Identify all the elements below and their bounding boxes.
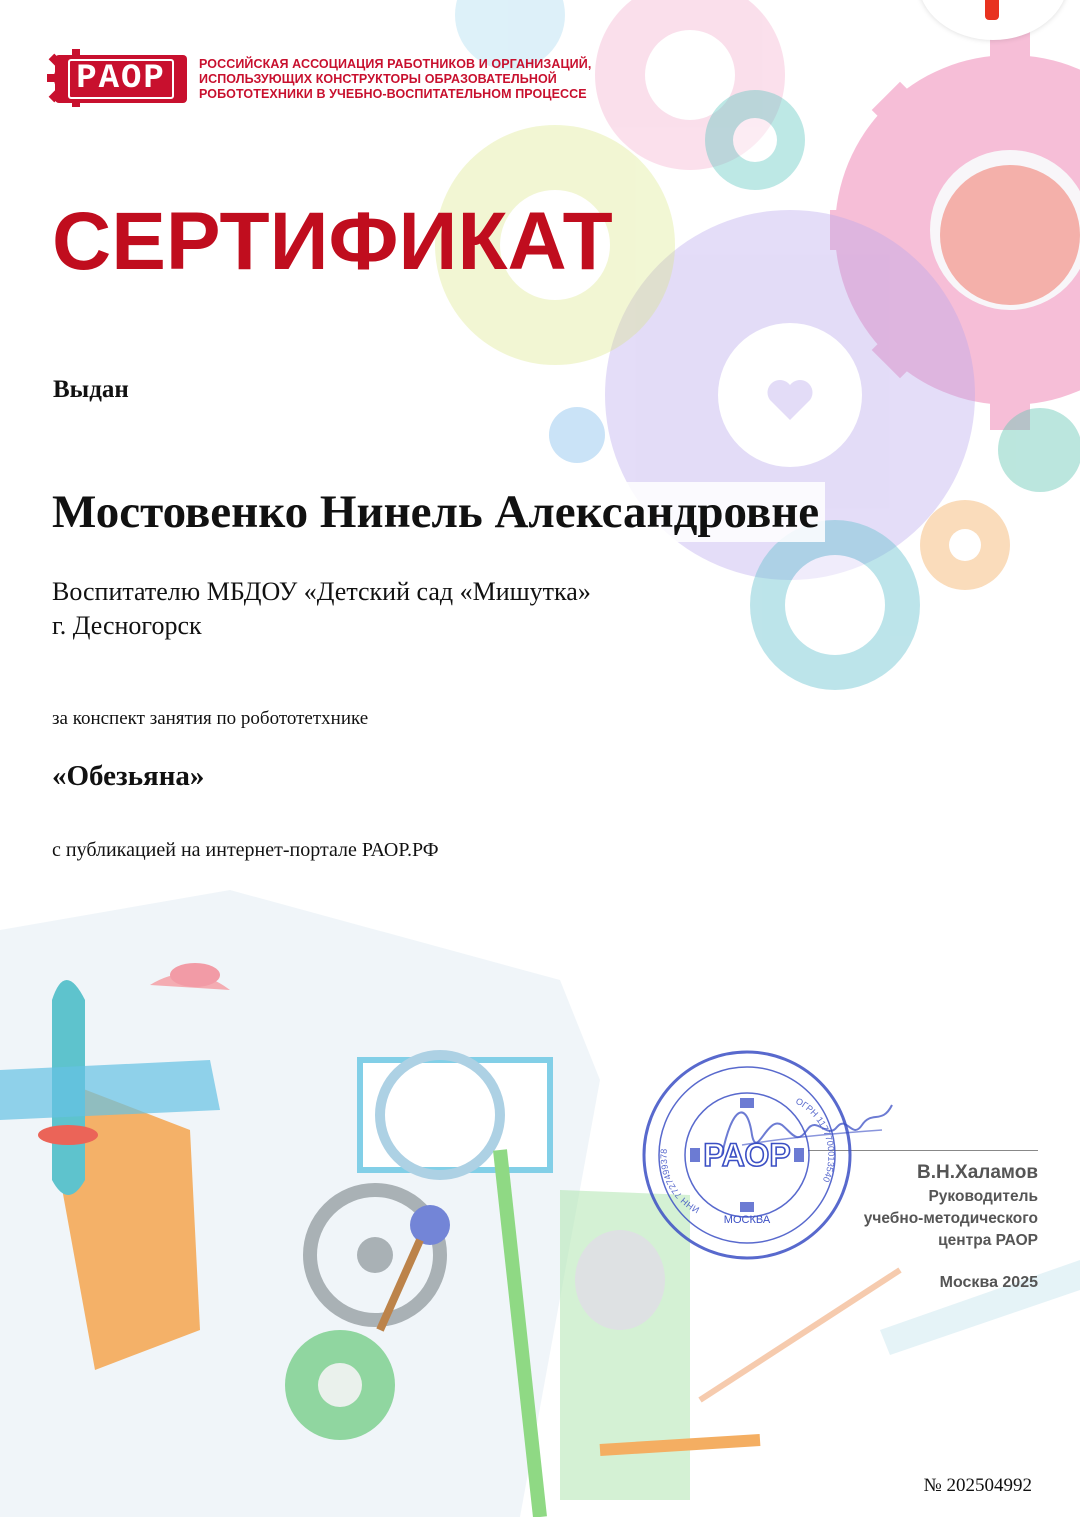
signatory-block: [864, 1160, 1038, 1292]
org-name-line: ИСПОЛЬЗУЮЩИХ КОНСТРУКТОРЫ ОБРАЗОВАТЕЛЬНОЙ: [199, 71, 557, 86]
signatory-role-line: центра РАОР: [938, 1232, 1038, 1249]
stamp-ogrn-text: ОГРН 1177700013540: [794, 1095, 837, 1184]
award-reason: за конспект занятия по робототетхнике: [52, 708, 369, 729]
publication-note: с публикацией на интернет-портале РАОР.РФ: [52, 839, 439, 861]
certificate-title: СЕРТИФИКАТ: [52, 196, 613, 287]
signatory-role-line: учебно-методического: [863, 1210, 1038, 1227]
position-line: Воспитателю МБДОУ «Детский сад «Мишутка»: [52, 577, 591, 606]
gear-decoration-blue: [549, 407, 605, 463]
certificate-number: № 202504992: [923, 1475, 1032, 1496]
gear-decoration-red: [940, 165, 1080, 305]
org-full-name: [199, 57, 609, 102]
signatory-name: В.Н.Халамов: [917, 1162, 1038, 1183]
logo-mark-text: РАОР: [68, 59, 174, 99]
issued-label: Выдан: [53, 376, 129, 403]
position-line: г. Десногорск: [52, 611, 202, 640]
org-name-line: РОБОТОТЕХНИКИ В УЧЕБНО-ВОСПИТАТЕЛЬНОМ ПРОЦЕССЕ: [199, 86, 587, 101]
work-title: «Обезьяна»: [52, 760, 205, 792]
stamp-city-text: МОСКВА: [723, 1214, 771, 1226]
stamp-center-text: РАОР: [703, 1137, 791, 1173]
recipient-name: Мостовенко Нинель Александровне: [52, 482, 825, 542]
stamp-inn-text: ИНН 7727499378: [658, 1148, 701, 1216]
city-year: Москва 2025: [939, 1274, 1038, 1291]
gear-decoration-teal: [705, 90, 805, 190]
signatory-role-line: Руководитель: [928, 1188, 1038, 1205]
raor-logo-mark: [55, 55, 187, 103]
corner-badge-mark: [985, 0, 999, 20]
recipient-position: [52, 575, 591, 643]
handwritten-signature: [712, 1085, 902, 1175]
org-logo: [55, 55, 609, 103]
org-name-line: РОССИЙСКАЯ АССОЦИАЦИЯ РАБОТНИКОВ И ОРГАНИЗАЦИЙ,: [199, 56, 592, 71]
